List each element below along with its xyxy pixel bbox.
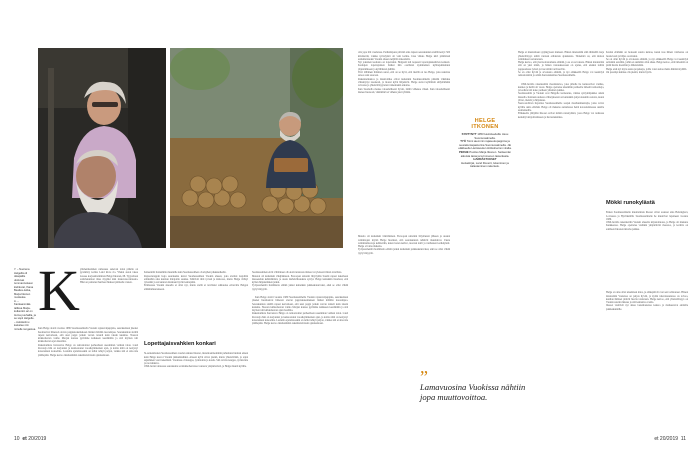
left-col2-body — [144, 268, 248, 338]
issue-right: et 20/2019 — [654, 436, 679, 442]
article-right-col4 — [606, 48, 688, 430]
lead-paragraph-indented — [80, 268, 138, 322]
photo-woodpile — [170, 48, 343, 248]
right-col2-body-a — [606, 48, 688, 198]
page-number-left: 10 — [14, 436, 20, 442]
bio-hobby-label: HARRASTUKSET — [473, 157, 497, 162]
issue-left: 20/2019 — [28, 436, 47, 442]
heading-lopettajais: Lopettajaisvahkien konkari — [144, 341, 216, 347]
footer-right — [654, 436, 686, 442]
left-col3-text-b: Kun Helge aloitti vuonna 1989 Suomussalmella Vuokin rajasuvalpuppina, seurakunnan jäsenet huomasivat hänessä olevan pappiskokemuksen lisäksi miltään nuorempaa. Seurakunnan sisällä rupesi kertomaan, että uusi pappi jonkin verran taisteli kuin taksin kuskina. Nuoren kirkkoherran vaimo Marjan kanssa pyrimme kaikkeen kestämään ja sitä myöten tuli kirkkoherran ajan maailma. Rakentamista harrastava Helge on remontoinut perheelleen useamman vanhan talon. Land Rovereja hän on korjannut ja kunnostanut vuosikymmenien ajan, ja kohta niitä on kertynyt kokonainen kokoelma. Lastuitta ajattelussakin on tullut tehtyä paljon, vaikka sitä ei aina näe päällepäin. Helge kertoo mieluummin tekemisistä kuin ajatuksistaan. — [252, 295, 348, 326]
couple-portrait-illustration — [38, 48, 166, 248]
right-col2-text-a: hoidan elämään on luokseni suurta kantaa, kuten taas hänen vaimonsa on luontevasti ja hiljaa osoittanut. Se on ollut hyvää ja arvokasta elämää, ja nyt eläkkeellä Helge voi keskittyä sellaisiin asioihin, joihin ei aiemmin ollut aikaa. Helge kertoo, että tärkeintä on pitää huolta itsestään ja läheisistään. Helge etsii nyt myös uusia projekteja, joilla voisi auttaa muita ihmisiä kylällä. On parempi kuinka olla pientä, mutta hyvin. — [606, 51, 688, 75]
left-col2-after-text: Si-sentenmanen Suomussalmen-vuoden aikana Itkonet, matemaattisemmin puhuttuna hieman ennen kuin Helge kasvoi Vuokin pikkumiehiksi. Alueen kylät olivat pieniä, mutta yhteisöllisiä, ja arjen sujuminen vaati tekemistä. Vuokissa oli kauppa, tyrntiontia ja koulu. Sitä tarvita kauppa, tyrntiontia ja ruotsinkuva. 1990-luvun taitteessa seurakunta sai kirkkoherransa vaurasta ympäristöstä, ja Helge muutti kylälle. — [144, 352, 248, 369]
right-col1-text-b: 1990-luvulla rakennettiin maalaistaloa, joka pihalle he kunnostivat vanhaa, kunnes ja heillä oli vuosi. Helge opettelee tekemään perheelle tärkeitä remontteja, ja kodista tuli koko perheen yhteinen paikka. Suomussalmi ja Vuokki ovat Helgelle kotiseutua, vaikka syntymäpaikka onkin muualla. Kainuun uudessa vähetyksessä on kuitenkin paljon kauniita asioita, kuten järvet, metsät ja hiljaisuus. Neuvostoliiton hajoittua Suomussalmelle saapui maahanmuuttajia, jotka toivat kylälle uutta elämää. Helge oli mukana auttamassa heitä kotoutumisessa uusille asuinalueille. Eläkkeelle jäätyään Itkoset ostivat mökin runokylästä, jossa Helge voi rauhassa keskittyä kirjoittamiseen ja harrastuksiinsa. — [518, 82, 604, 119]
bio-family-label: PERHE — [458, 149, 469, 154]
left-col1-text: Kun Helge aloitti vuonna 1989 Suomussalmella Vuokin rajasuvalpuppina, seurakunnan jäsenet huomasivat hänessä olevan pappiskokemuksen lisäksi miltään nuorempaa. Seurakunnan sisällä rupesi kertomaan, että uusi pappi jonkin verran taisteli kuin taksin kuskina. Nuoren kirkkoherran vaimo Marjan kanssa pyrimme kaikkeen kestämään ja sitä myöten tuli kirkkoherran ajan maailma. Rakentamista harrastava Helge on remontoinut perheelleen useamman vanhan talon. Land Rovereja hän on korjannut ja kunnostanut vuosikymmenien ajan, ja kohta niitä on kertynyt kokonainen kokoelma. Lastuitta ajattelussakin on tullut tehtyä paljon, vaikka sitä ei aina näe päällepäin. Helge kertoo mieluummin tekemisistä kuin ajatuksistaan. — [38, 327, 138, 357]
right-col2-body-b — [606, 208, 688, 288]
left-col1-body — [38, 324, 138, 428]
left-col2-text: hoheenttiit hoidemille muuntille kain Suomussalmen oivalsyhen pikkunelkelin. Rajasoturuppin laaja seurakunta kattoi Suomussalmen Vuokin alueen, joka aloittui laajoihin erämaihin aina kunnan itärajoille saakka. Tehtäviä riitti työssä ja kirkossa, mutta Helge viihtyi työssään ja sai kunnon matkaan hyvän kantapään. Erämaassa Vuokin alueella ei ollut nyt, mutta siellä ei tarvinnut suhtautua eritavalla Helgen elämänmuutokseen. — [144, 271, 248, 291]
left-col3-text: Suomussalmen eivät välittäneet olla kotivarustusta minua vai yleisesti ilman tavallista. Muuton oli kuitenkin väkijäänteen. Euroopan unionin liityttyään Suomi rupesi tukemaan maaseudun kehittämistä, ja uusia mahdollisuuksia syntyi. Helge kuitenkin huomasi, että kylien hiljeneminen jatkui. Työpresmentiä hoidimatta elämä jatkui kuitenkin palkkakaturvaksi, eikä se ollut vähää tyytyväisyyttä. — [252, 271, 348, 291]
lead-paragraph: ymmenluenmen rumasusa senevan talon pihalle on pysäköity kolme Land Rove ria. Yhden auton takaa nousee korjaushommista Helge Itkonen, 68. Tyypatlaan sommatuntuat mies myykki käsi maustona-laitteena. Hiki on painanut harmaat hiukset päälaelle vasten. — [80, 268, 138, 285]
left-col2-body-after — [144, 349, 248, 429]
bio-hobby-value: Helsekirjat, Land Roverit, lukeminen ja kalastaminen rakentelu. — [461, 160, 509, 169]
pull-quote — [420, 367, 530, 432]
mid-col1-text: olla jopa tilit vaadeissa. Parhaimpana päivinä aina lapsen seurakunnan sisällä kertyi 500 kilometriä, vaikka tyrttelyistä oli vain kolme. Joka viikko Helge kävi pitämässä aamuhartauden Vuokin alueen neljällä alakoululla. Nyt jokainen koulusta on lopettanut. Helgestä tuli nopeasti lopettajaiskahvien konkari. Koulujen lopettajaisten lisäksi hän osallistui kymmenien kylätapahtumien järjestämiseen ja kyläläisten juhliin. Tiivi tälläinen ilmiinen sanoi, että on se hyvä, että meillä on tuo Helge, joka uskaltaa sanoa asiat suoraan. Rakennemuutos ja muuttoliike olivat kuitenkin Suomussalmella pitkään väkiluku vähentynyt tasaisesti, ja monet kylät hiljenivät. Helge auttoi kyläläisiä säilyttämään toivonsa ja yhteisöllisyytensä vaikeinakin aikoina. Kun Suomella menee taloudellisesti hyvin, täältä vähenee väkeä. Kun taloudellisesti menee huonosti, väkimäärä ei vähene juuri yhtään. — [358, 51, 450, 94]
quote-text: Lamavuosina Vuokissa nähtiin jopa muuttovoittoa. — [420, 382, 526, 402]
article-left-col2 — [144, 268, 248, 428]
footer-left — [14, 436, 46, 442]
bio-born-label: SYNTYNYT — [461, 132, 477, 136]
heading-mokki: Mökki runokylästä — [606, 200, 655, 206]
photo-couple-portrait — [38, 48, 166, 248]
quote-mark: ” — [420, 367, 428, 387]
right-col2-body-c — [606, 288, 688, 428]
bio-born-value: 1953 Heinävedellä. Asuu Suomussalmella. — [474, 132, 509, 140]
bio-name-line1: HELGE — [474, 118, 496, 124]
bio-family-value: Puoliso Marja Itkonen. Seitsemän aikuista lasta ja kymmenen lastenlasta. — [460, 149, 512, 158]
article-right-col1 — [358, 48, 450, 428]
drop-cap: K — [38, 258, 80, 323]
bio-hobby — [456, 158, 514, 169]
right-col2-text-b: Ennen Suomussalmelle muuttamista Itkoset olivat asuneet aina Helsingissä, Lovisassa ja Hyvinkäällä. Suomussalmelle he muuttivat lapsineen vuonna 1989. 1990-luvulla rakennettiin Vuokin alueelle kirjastohuone, ja Helge oli mukana hankkeessa. Helge opettelee vieläkin ympäröivää maastoa, ja kotitila on edelleen Itkosten ikioma paikka. — [606, 211, 688, 231]
bio-work-label: TYÖ — [460, 139, 466, 144]
right-col1-body — [518, 48, 604, 428]
left-col3-body — [252, 268, 348, 428]
article-right-col3 — [518, 48, 604, 428]
article-left-col3 — [252, 268, 348, 428]
mid-col1b-text: Muutto oli kuitenkin väkiväkinen. Euroopan unioniin liityttäessä jälkeen ja uusien toimintojen myötä Helge huomasi, että seurakunnan tehtävät muuttuivat. Uusia toimintamuotoja kehitettiin, kuten lasten kerhot, nuorten leirit ja vanhusten kotikäynnit. Helge oli aina mukana. Työpresmentiä hoidimatta elämä jatkui kuitenkin palkkakaturvaksi, eikä se ollut vähää tyytyväisyyttä. — [358, 235, 450, 255]
brand-left: et — [22, 436, 27, 442]
woodpile-illustration — [170, 48, 343, 248]
page-number-right: 11 — [680, 436, 686, 442]
right-col2-text-c: Helge on aina ollut tekemisen mies, ja eläkepäivät ovat sen todistaneet. Hänen mielestään Vuokissa on paljon hyvää, ja kylän tulevaisuudessa on toivoa, kunhan ihmiset pitävät huolta toisistaan. Helge kertoo, että yhteisöllisyys on Vuokin suurin rikkaus ja sitä kannattaa vaalia. Itkoset viettävät nyt aikaa lastenlastensa kanssa ja matkustavat entisille paikkakunnille. — [606, 291, 688, 311]
bio-work-value: Toimi aiemmin rajaseutupappina ja seurakuntapastorina Suomussalmella. Jäi eläkkeelle Heinäveden kirkkoherran viralta. — [458, 139, 512, 151]
mid-col1-body — [358, 48, 450, 228]
right-col1-text-a: Helge ei muutamaan syrjäkyyteen mieleen. Hänen mielestään siitä ihmisillä laaja yhteisöllisyys tehdä vantaan erilaisista ajatuksista. Tärkeintä on, että kirkon toimitukset saavutetaan. Helge kertoo, että yksi koirastamana elämää, ja se on arvokasta. Hänen mielestään sitä on yksi niistä, ja hänen vastauksessaan on ajatus, että ensiksi tultiin pappeudessa työssä ja itse tultiin tarvitseville. Se on ollut hyvää ja arvokasta elämää, ja nyt eläkkeellä Helge voi keskittyä remontointiin ja omiin harrastuksiinsa Suomussalmella. — [518, 51, 604, 78]
photo-caption: Y. – Nuorena Helgellä oli olkapäille ulottuvat tummanruskeat kiehkurat, Ihana Beatles-tukka, Marja Itkonen muistelee. A. – Kankaanmäki-tallissa Marja-kulkenkin ari on tiurna puuhailla, ja se sopii Helgelle. – Autiokolmu kaivelee niin minulle rengastua. — [14, 268, 36, 331]
bio-box — [456, 118, 514, 258]
article-left-col1 — [38, 258, 138, 428]
bio-name-line2: ITKONEN — [471, 124, 499, 130]
